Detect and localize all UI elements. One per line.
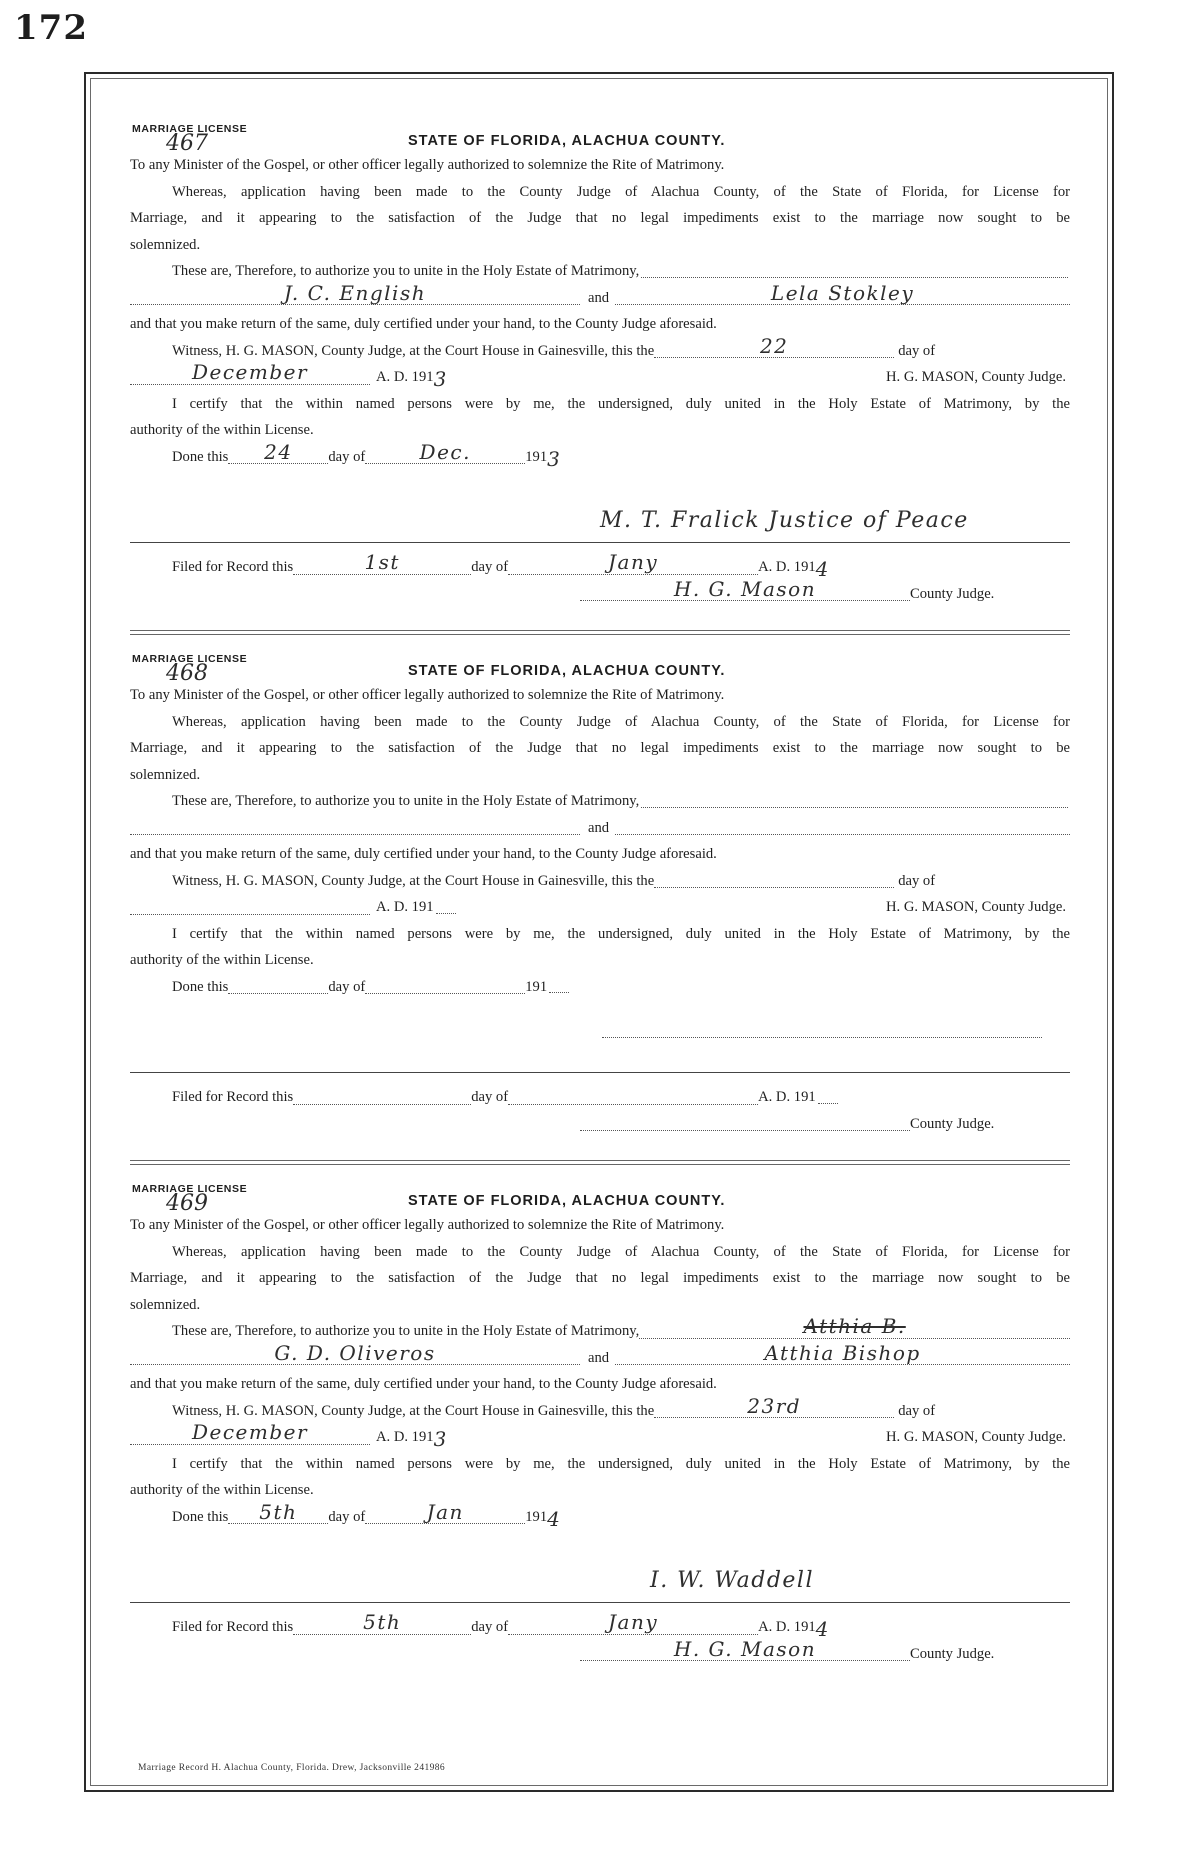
certify-text: I certify that the within named persons were by me, the undersigned, duly united in the Holy Estate of Matrimony, by the xyxy=(172,925,1070,942)
ad-text: A. D. 191 xyxy=(758,1089,816,1105)
license-section-1 xyxy=(130,122,1070,622)
whereas-text-2: Marriage, and it appearing to the satisfaction of the Judge that no legal impediments exist to the marriage now sought to be xyxy=(130,210,1070,226)
certify-text: I certify that the within named persons were by me, the undersigned, duly united in the Holy Estate of Matrimony, by the xyxy=(172,1455,1070,1472)
whereas-text-3: solemnized. xyxy=(130,1296,201,1313)
done-this-text: Done this xyxy=(172,448,229,465)
certify-text: I certify that the within named persons were by me, the undersigned, duly united in the Holy Estate of Matrimony, by the xyxy=(172,395,1070,412)
to-any-text: To any Minister of the Gospel, or other officer legally authorized to solemnize the Rite of Matrimony. xyxy=(130,157,725,173)
witness-text: Witness, H. G. MASON, County Judge, at the Court House in Gainesville, this the xyxy=(172,872,655,889)
ad-text: A. D. 191 xyxy=(376,1429,434,1445)
day-of-text: day of xyxy=(471,1089,509,1105)
filed-month: Jany xyxy=(608,550,659,574)
witness-month: December xyxy=(191,1420,309,1444)
and-text: and xyxy=(588,289,610,306)
done-day: 24 xyxy=(264,439,293,464)
day-of-text: day of xyxy=(328,978,366,995)
done-year-digit: 4 xyxy=(547,1506,562,1531)
judge-signature: H. G. Mason xyxy=(673,1636,817,1661)
ad-text: A. D. 191 xyxy=(758,559,816,575)
these-are-text: These are, Therefore, to authorize you to unite in the Holy Estate of Matrimony, xyxy=(172,793,640,809)
footer-imprint: Marriage Record H. Alachua County, Florida. Drew, Jacksonville 241986 xyxy=(138,1763,446,1773)
day-of-text: day of xyxy=(328,448,366,465)
certify-text-2: authority of the within License. xyxy=(130,952,314,968)
return-text: and that you make return of the same, duly certified under your hand, to the County Judge aforesaid. xyxy=(130,1376,717,1392)
page-number: 172 xyxy=(14,8,88,48)
done-month: Dec. xyxy=(419,439,471,464)
whereas-text-2: Marriage, and it appearing to the satisfaction of the Judge that no legal impediments exist to the marriage now sought to be xyxy=(130,1270,1070,1286)
and-text: and xyxy=(588,1349,610,1366)
day-of-text: day of xyxy=(471,1619,509,1635)
judge-text: H. G. MASON, County Judge. xyxy=(886,899,1066,915)
license-number: 467 xyxy=(166,131,208,156)
whereas-text: Whereas, application having been made to the County Judge of Alachua County, of the State of Florida, for License for xyxy=(172,1243,1070,1260)
day-of-text: day of xyxy=(898,342,936,359)
witness-text: Witness, H. G. MASON, County Judge, at the Court House in Gainesville, this the xyxy=(172,1402,655,1419)
whereas-text: Whereas, application having been made to the County Judge of Alachua County, of the State of Florida, for License for xyxy=(172,183,1070,200)
filed-text: Filed for Record this xyxy=(172,559,294,575)
witness-month: December xyxy=(191,360,309,384)
certify-text-2: authority of the within License. xyxy=(130,1482,314,1498)
judge-text: H. G. MASON, County Judge. xyxy=(886,1429,1066,1445)
and-text: and xyxy=(588,819,610,836)
judge-text: H. G. MASON, County Judge. xyxy=(886,369,1066,385)
whereas-text: Whereas, application having been made to the County Judge of Alachua County, of the State of Florida, for License for xyxy=(172,713,1070,730)
license-section-2 xyxy=(130,652,1070,1152)
return-text: and that you make return of the same, duly certified under your hand, to the County Judge aforesaid. xyxy=(130,846,717,862)
ad-text: A. D. 191 xyxy=(376,369,434,385)
license-label: MARRIAGE LICENSE xyxy=(132,1183,248,1195)
witness-year-digit: 3 xyxy=(433,1427,448,1451)
divider xyxy=(130,1072,1070,1073)
judge-signature: H. G. Mason xyxy=(673,576,817,601)
day-of-text: day of xyxy=(471,559,509,575)
state-heading: STATE OF FLORIDA, ALACHUA COUNTY. xyxy=(408,1193,726,1209)
witness-year-digit: 3 xyxy=(433,367,448,391)
year-prefix: 191 xyxy=(525,978,548,995)
return-text: and that you make return of the same, duly certified under your hand, to the County Judge aforesaid. xyxy=(130,316,717,332)
bride-name: Lela Stokley xyxy=(770,280,915,305)
officiant-signature: I. W. Waddell xyxy=(650,1568,815,1593)
license-number: 468 xyxy=(166,661,208,686)
license-section-3 xyxy=(130,1182,1070,1702)
filed-text: Filed for Record this xyxy=(172,1619,294,1635)
license-label: MARRIAGE LICENSE xyxy=(132,653,248,665)
filed-day: 1st xyxy=(364,550,400,574)
section-divider xyxy=(130,630,1070,635)
license-label: MARRIAGE LICENSE xyxy=(132,123,248,135)
to-any-text: To any Minister of the Gospel, or other officer legally authorized to solemnize the Rite of Matrimony. xyxy=(130,687,725,703)
done-this-text: Done this xyxy=(172,978,229,995)
done-this-text: Done this xyxy=(172,1508,229,1525)
officiant-signature: M. T. Fralick Justice of Peace xyxy=(600,508,969,533)
day-of-text: day of xyxy=(898,872,936,889)
filed-text: Filed for Record this xyxy=(172,1089,294,1105)
county-judge-text: County Judge. xyxy=(910,1645,995,1662)
groom-name: G. D. Oliveros xyxy=(274,1340,436,1365)
whereas-text-3: solemnized. xyxy=(130,766,201,783)
filed-year-digit: 4 xyxy=(815,557,830,581)
witness-day: 22 xyxy=(759,333,789,358)
filed-month: Jany xyxy=(608,1610,659,1634)
county-judge-text: County Judge. xyxy=(910,585,995,602)
bride-name: Atthia Bishop xyxy=(764,1340,921,1365)
license-number: 469 xyxy=(166,1191,208,1216)
filed-day: 5th xyxy=(363,1610,402,1634)
matrimony-note: Atthia B. xyxy=(803,1314,906,1338)
day-of-text: day of xyxy=(328,1508,366,1525)
officiant-line xyxy=(602,1036,1042,1038)
groom-name: J. C. English xyxy=(283,280,427,305)
ad-text: A. D. 191 xyxy=(758,1619,816,1635)
to-any-text: To any Minister of the Gospel, or other officer legally authorized to solemnize the Rite of Matrimony. xyxy=(130,1217,725,1233)
year-prefix: 191 xyxy=(525,1508,548,1525)
state-heading: STATE OF FLORIDA, ALACHUA COUNTY. xyxy=(408,663,726,679)
ad-text: A. D. 191 xyxy=(376,899,434,915)
county-judge-text: County Judge. xyxy=(910,1115,995,1132)
done-month: Jan xyxy=(426,1499,464,1524)
day-of-text: day of xyxy=(898,1402,936,1419)
filed-year-digit: 4 xyxy=(815,1617,830,1641)
section-divider xyxy=(130,1160,1070,1165)
state-heading: STATE OF FLORIDA, ALACHUA COUNTY. xyxy=(408,133,726,149)
divider xyxy=(130,542,1070,543)
witness-day: 23rd xyxy=(747,1393,802,1418)
these-are-text: These are, Therefore, to authorize you to unite in the Holy Estate of Matrimony, xyxy=(172,263,640,279)
done-year-digit: 3 xyxy=(547,446,562,471)
these-are-text: These are, Therefore, to authorize you to unite in the Holy Estate of Matrimony, xyxy=(172,1323,640,1339)
done-day: 5th xyxy=(259,1499,298,1524)
witness-text: Witness, H. G. MASON, County Judge, at the Court House in Gainesville, this the xyxy=(172,342,655,359)
divider xyxy=(130,1602,1070,1603)
whereas-text-2: Marriage, and it appearing to the satisfaction of the Judge that no legal impediments exist to the marriage now sought to be xyxy=(130,740,1070,756)
year-prefix: 191 xyxy=(525,448,548,465)
certify-text-2: authority of the within License. xyxy=(130,422,314,438)
whereas-text-3: solemnized. xyxy=(130,236,201,253)
